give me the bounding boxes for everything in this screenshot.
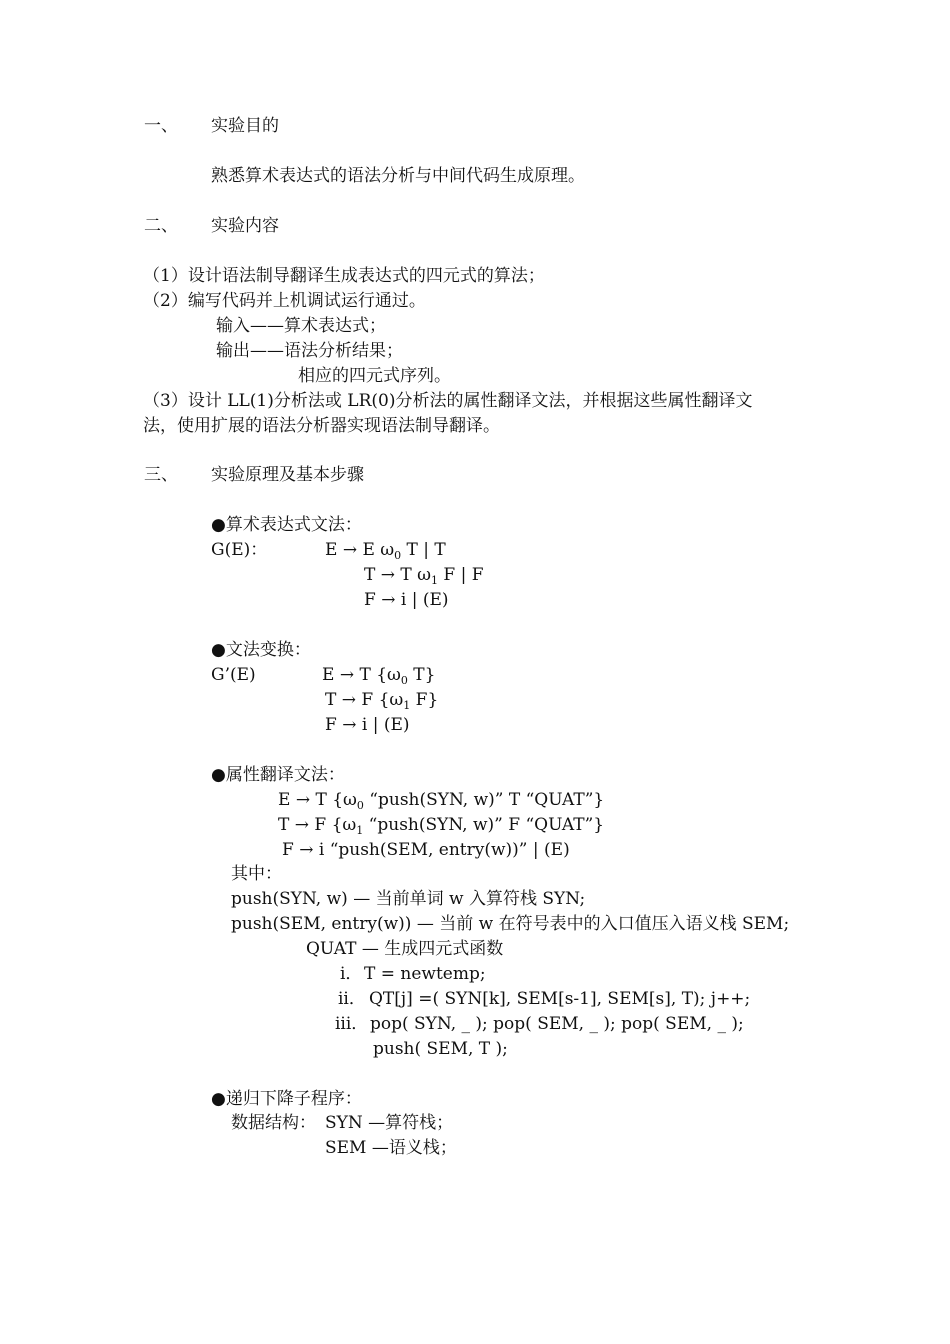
grammar-label: G(E)： (211, 540, 268, 560)
grammar-rule-2: T → T $\omega_1$ F | F (364, 565, 484, 587)
attr-desc-1: push(SYN, w) — 当前单词 w 入算符栈 SYN; (231, 889, 586, 909)
section-1-title: 实验目的 (211, 116, 279, 136)
step-3: pop( SYN, _ ); pop( SEM, _ ); pop( SEM, _ ); (370, 1014, 744, 1034)
content-output-2: 相应的四元式序列。 (298, 366, 451, 386)
content-output: 输出——语法分析结果； (216, 341, 403, 361)
section-3-number: 三、 (144, 465, 178, 485)
transform-rule-2: T → F {$\omega_1$ F} (325, 690, 439, 712)
step-2: QT[j] =( SYN[k], SEM[s-1], SEM[s], T); j++; (369, 989, 751, 1009)
purpose-text: 熟悉算术表达式的语法分析与中间代码生成原理。 (211, 166, 585, 186)
step-1: T = newtemp; (364, 964, 486, 984)
transform-label: G’(E) (211, 665, 256, 685)
content-item-3a: （3）设计 LL(1)分析法或 LR(0)分析法的属性翻译文法，并根据这些属性翻译文 (143, 391, 753, 411)
section-3-title: 实验原理及基本步骤 (211, 465, 364, 485)
grammar-rule-1: E → E $\omega_0$ T | T (325, 540, 446, 562)
section-2-number: 二、 (144, 216, 178, 236)
data-structure-syn: SYN —算符栈； (325, 1113, 454, 1133)
step-4: push( SEM, T ); (373, 1039, 508, 1059)
attr-heading: ●属性翻译文法： (211, 765, 345, 785)
attr-desc-3: QUAT — 生成四元式函数 (306, 939, 504, 959)
data-structure-label: 数据结构： (231, 1113, 316, 1133)
content-input: 输入——算术表达式； (216, 316, 386, 336)
recursive-heading: ●递归下降子程序： (211, 1089, 362, 1109)
grammar-heading: ●算术表达式文法： (211, 515, 362, 535)
step-2-number: ii． (338, 989, 366, 1009)
attr-rule-3: F → i “push(SEM, entry(w))” | (E) (282, 840, 570, 860)
transform-heading: ●文法变换： (211, 640, 311, 660)
transform-rule-1: E → T {$\omega_0$ T} (322, 665, 436, 687)
step-3-number: iii． (335, 1014, 369, 1034)
content-item-1: （1）设计语法制导翻译生成表达式的四元式的算法； (143, 266, 545, 286)
grammar-rule-3: F → i | (E) (364, 590, 449, 610)
attr-rule-2: T → F {$\omega_1$ “push(SYN, w)” F “QUAT”} (278, 815, 605, 837)
section-2-title: 实验内容 (211, 216, 279, 236)
transform-rule-3: F → i | (E) (325, 715, 410, 735)
content-item-2: （2）编写代码并上机调试运行通过。 (143, 291, 426, 311)
section-1-number: 一、 (144, 116, 178, 136)
step-1-number: i． (340, 964, 363, 984)
attr-rule-1: E → T {$\omega_0$ “push(SYN, w)” T “QUAT”} (278, 790, 605, 812)
attr-where: 其中： (231, 864, 282, 884)
attr-desc-2: push(SEM, entry(w)) — 当前 w 在符号表中的入口值压入语义栈 SEM; (231, 914, 790, 934)
content-item-3b: 法，使用扩展的语法分析器实现语法制导翻译。 (143, 416, 500, 436)
data-structure-sem: SEM —语义栈； (325, 1138, 457, 1158)
